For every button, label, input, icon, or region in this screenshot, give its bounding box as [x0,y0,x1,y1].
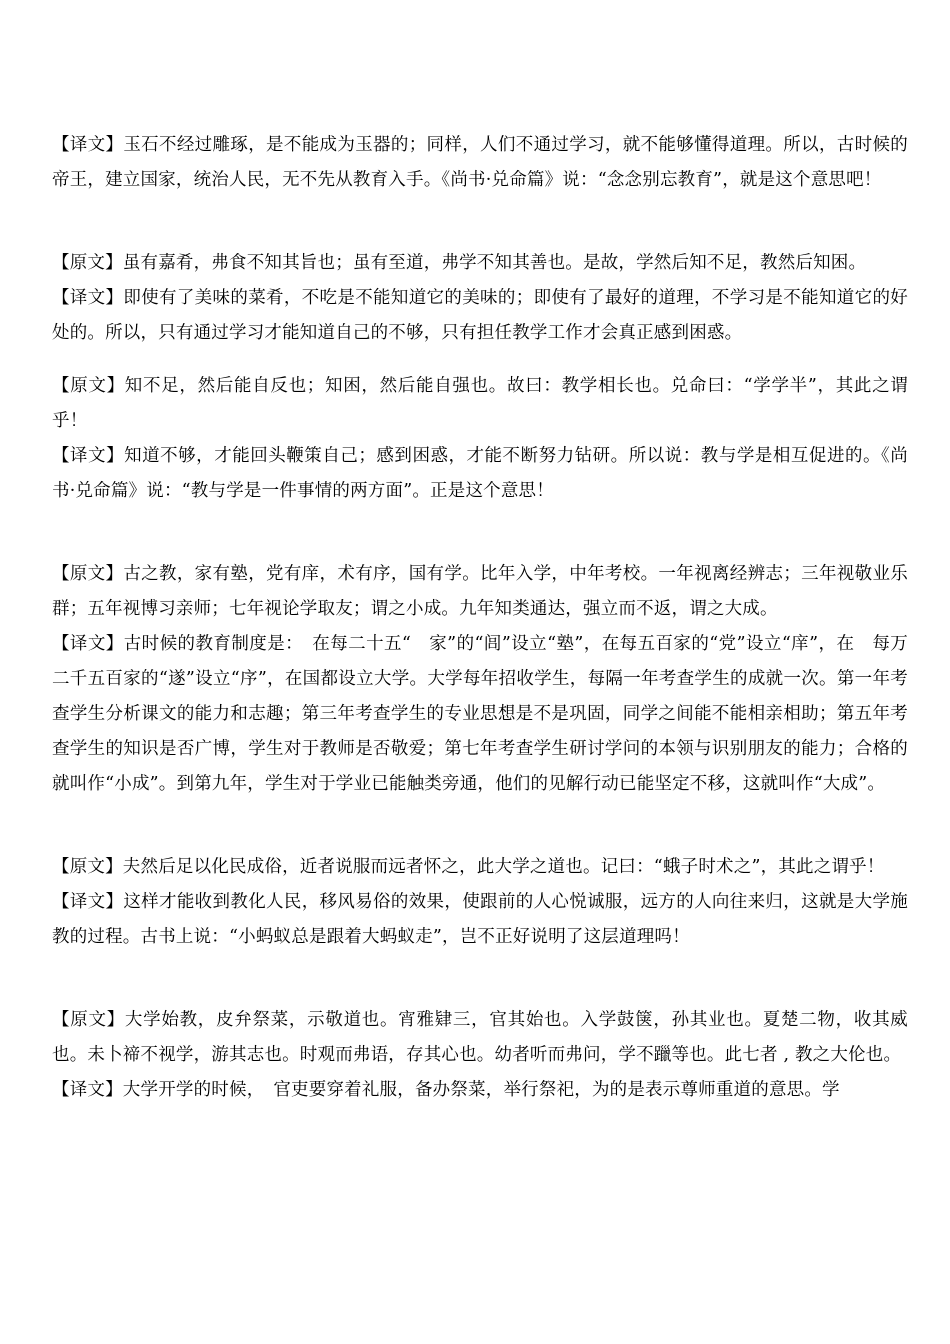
translation-paragraph: 【译文】大学开学的时候， 官吏要穿着礼服，备办祭菜，举行祭祀，为的是表示尊师重道的意思。学 [52,1080,840,1100]
translation-paragraph: 【译文】玉石不经过雕琢，是不能成为玉器的；同样，人们不通过学习，就不能够懂得道理。所以，古时候的帝王，建立国家，统治人民，无不先从教育入手。《尚书·兑命篇》说：“念念别忘教育”，就是这个意思吧！ [52,135,908,190]
document-page [52,128,908,1108]
translation-paragraph: 【译文】即使有了美味的菜肴，不吃是不能知道它的美味的；即使有了最好的道理，不学习是不能知道它的好处的。所以，只有通过学习才能知道自己的不够，只有担任教学工作才会真正感到困惑。 [52,288,908,343]
section-1 [52,128,908,198]
translation-paragraph: 【译文】这样才能收到教化人民，移风易俗的效果，使跟前的人心悦诚服，远方的人向往来归，这就是大学施教的过程。古书上说：“小蚂蚁总是跟着大蚂蚁走”，岂不正好说明了这层道理吗！ [52,892,908,947]
section-spacer [52,351,908,369]
section-spacer [52,509,908,557]
original-paragraph: 【原文】大学始教，皮弁祭菜，示敬道也。宵雅肄三，官其始也。入学鼓箧，孙其业也。夏楚二物，收其威也。未卜禘不视学，游其志也。时观而弗语，存其心也。幼者听而弗问，学不躐等也。此七者 , 教之大伦也。 [52,1010,908,1065]
section-spacer [52,198,908,246]
original-paragraph: 【原文】虽有嘉肴，弗食不知其旨也；虽有至道，弗学不知其善也。是故，学然后知不足，教然后知困。 [52,253,867,273]
section-5 [52,850,908,955]
translation-paragraph: 【译文】古时候的教育制度是： 在每二十五“ 家”的“闾”设立“塾”，在每五百家的“党”设立“庠”，在 每万二千五百家的“遂”设立“序”，在国都设立大学。大学每年招收学生，每隔一年考查学生的成就一次。第一年考查学生分析课文的能力和志趣；第三年考查学生的专业思想是不是巩固，同学之间能不能相亲相助；第五年考查学生的知识是否广博，学生对于教师是否敬爱；第七年考查学生研讨学问的本领与识别朋友的能力；合格的就叫作“小成”。到第九年，学生对于学业已能触类旁通，他们的见解行动已能坚定不移，这就叫作“大成”。 [52,634,908,794]
original-paragraph: 【原文】夫然后足以化民成俗，近者说服而远者怀之，此大学之道也。记曰：“蛾子时术之”，其此之谓乎！ [52,857,885,877]
original-paragraph: 【原文】古之教，家有塾，党有庠，术有序，国有学。比年入学，中年考校。一年视离经辨志；三年视敬业乐群；五年视博习亲师；七年视论学取友；谓之小成。九年知类通达，强立而不返，谓之大成。 [52,564,908,619]
section-4 [52,557,908,802]
section-3 [52,369,908,509]
section-spacer [52,802,908,850]
section-2 [52,246,908,351]
translation-paragraph: 【译文】知道不够，才能回头鞭策自己；感到困惑，才能不断努力钻研。所以说：教与学是相互促进的。《尚书·兑命篇》说：“教与学是一件事情的两方面”。正是这个意思！ [52,446,908,501]
section-spacer [52,955,908,1003]
original-paragraph: 【原文】知不足，然后能自反也；知困，然后能自强也。故曰：教学相长也。兑命曰：“学学半”，其此之谓乎！ [52,376,908,431]
section-6 [52,1003,908,1108]
